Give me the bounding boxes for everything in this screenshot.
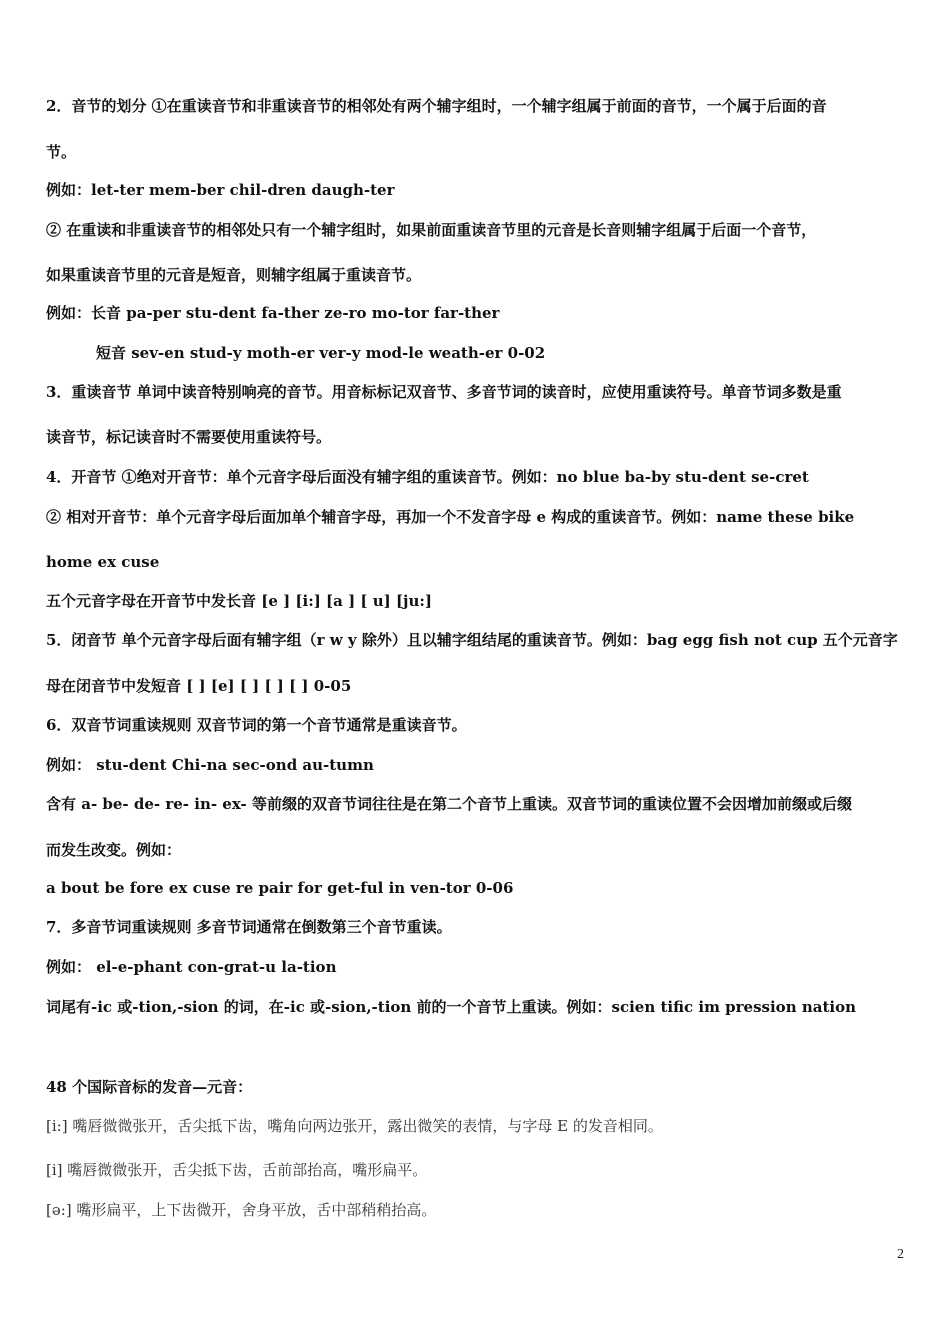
long-vowels-open-syllable-line: 五个元音字母在开音节中发长音 [e ] [i:] [a ] [ u] [ju:]: [46, 592, 433, 610]
example-line: 例如： el-e-phant con-grat-u la-tion: [46, 958, 337, 976]
long-vowel-example-line: 例如：长音 pa-per stu-dent fa-ther ze-ro mo-tor far-ther: [46, 304, 500, 322]
page-number: 2: [897, 1247, 904, 1262]
syllable-division-heading-cont: 节。: [46, 143, 77, 161]
relative-open-syllable-text: ② 相对开音节：单个元音字母后面加单个辅音字母，再加一个不发音字母 e 构成的重读音节。例如：name these bike: [46, 508, 855, 526]
rule-two-text: ② 在重读和非重读音节的相邻处只有一个辅字组时，如果前面重读音节里的元音是长音则辅字组属于后面一个音节，: [46, 221, 817, 239]
stressed-syllable-heading-cont: 读音节，标记读音时不需要使用重读符号。: [46, 428, 332, 446]
vowel-section-heading: 48 个国际音标的发音—元音：: [46, 1078, 253, 1096]
relative-open-syllable-text-cont: home ex cuse: [46, 553, 160, 571]
short-vowel-example-line: 短音 sev-en stud-y moth-er ver-y mod-le weath-er 0-02: [96, 344, 546, 362]
closed-syllable-heading: 5．闭音节 单个元音字母后面有辅字组（r w y 除外）且以辅字组结尾的重读音节。例如：bag egg fish not cup 五个元音字: [46, 631, 898, 649]
suffix-stress-text: 词尾有-ic 或-tion,-sion 的词，在-ic 或-sion,-tion 前的一个音节上重读。例如：scien tific im pression nation: [46, 998, 856, 1016]
example-line: 例如： stu-dent Chi-na sec-ond au-tumn: [46, 756, 374, 774]
stressed-syllable-heading: 3．重读音节 单词中读音特别响亮的音节。用音标标记双音节、多音节词的读音时，应使用重读符号。单音节词多数是重: [46, 383, 842, 401]
vowel-i-short-description: [i] 嘴唇微微张开，舌尖抵下齿，舌前部抬高，嘴形扁平。: [46, 1161, 428, 1179]
closed-syllable-heading-cont: 母在闭音节中发短音 [ ] [e] [ ] [ ] [ ] 0-05: [46, 677, 352, 695]
syllable-division-heading: 2．音节的划分 ①在重读音节和非重读音节的相邻处有两个辅字组时，一个辅字组属于前面的音节，一个属于后面的音: [46, 97, 827, 115]
multi-syllable-stress-heading: 7．多音节词重读规则 多音节词通常在倒数第三个音节重读。: [46, 918, 452, 936]
vowel-schwa-long-description: [ə:] 嘴形扁平，上下齿微开，舍身平放，舌中部稍稍抬高。: [46, 1201, 437, 1219]
rule-two-text-cont: 如果重读音节里的元音是短音，则辅字组属于重读音节。: [46, 266, 422, 284]
prefix-example-line: a bout be fore ex cuse re pair for get-ful in ven-tor 0-06: [46, 879, 514, 897]
open-syllable-heading: 4．开音节 ①绝对开音节：单个元音字母后面没有辅字组的重读音节。例如：no blue ba-by stu-dent se-cret: [46, 468, 809, 486]
prefix-stress-text-cont: 而发生改变。例如：: [46, 841, 182, 859]
example-line: 例如：let-ter mem-ber chil-dren daugh-ter: [46, 181, 395, 199]
vowel-i-long-description: [i:] 嘴唇微微张开，舌尖抵下齿，嘴角向两边张开，露出微笑的表情，与字母 E 的发音相同。: [46, 1117, 663, 1135]
two-syllable-stress-heading: 6．双音节词重读规则 双音节词的第一个音节通常是重读音节。: [46, 716, 467, 734]
prefix-stress-text: 含有 a- be- de- re- in- ex- 等前缀的双音节词往往是在第二个音节上重读。双音节词的重读位置不会因增加前缀或后缀: [46, 795, 852, 813]
